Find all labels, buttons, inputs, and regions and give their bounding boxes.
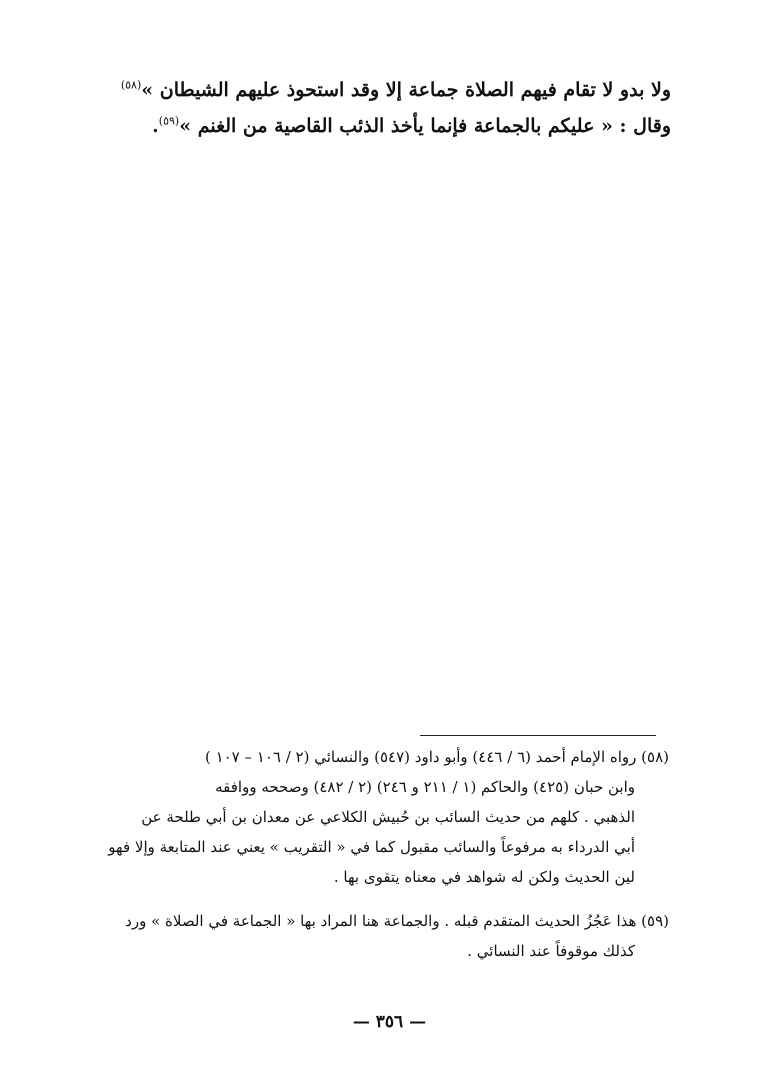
footnote-line: وابن حبان (٤٢٥) والحاكم (١ / ٢١١ و ٢٤٦) (٢ / ٤٨٢) وصححه ووافقه [215,778,635,796]
sentence-end: . [152,115,159,137]
main-text-line [51,72,671,108]
footnote-line: كذلك موقوفاً عند النسائي . [467,942,635,960]
footnote-line: (٥٨) رواه الإمام أحمد (٦ / ٤٤٦) وأبو داود (٥٤٧) والنسائي (٢ / ١٠٦ – ١٠٧ ) [204,748,669,766]
footnote-58 [89,742,669,892]
footnote-59 [89,906,669,966]
footnote-line: أبي الدرداء به مرفوعاً والسائب مقبول كما في « التقريب » يعني عند المتابعة وإلا فهو [108,838,635,856]
main-text [51,72,671,144]
main-text-line [51,108,671,144]
footnote-line: لين الحديث ولكن له شواهد في معناه يتقوى بها . [333,868,635,886]
footnote-line: الذهبي . كلهم من حديث السائب بن حُبيش الكلاعي عن معدان بن أبي طلحة عن [141,808,635,826]
footnotes [89,742,669,980]
footnote-reference: (٥٨) [120,78,142,92]
footnote-reference: (٥٩) [158,114,180,128]
footnote-line: (٥٩) هذا عَجُزُ الحديث المتقدم قبله . والجماعة هنا المراد بها « الجماعة في الصلاة » ورد [125,912,669,930]
footnote-separator [420,735,656,736]
main-line-text: ولا بدو لا تقام فيهم الصلاة جماعة إلا وقد استحوذ عليهم الشيطان » [141,79,671,101]
main-line-text: وقال : « عليكم بالجماعة فإنما يأخذ الذئب القاصية من الغنم » [179,115,671,137]
page-number: — ٣٥٦ — [352,1012,427,1032]
